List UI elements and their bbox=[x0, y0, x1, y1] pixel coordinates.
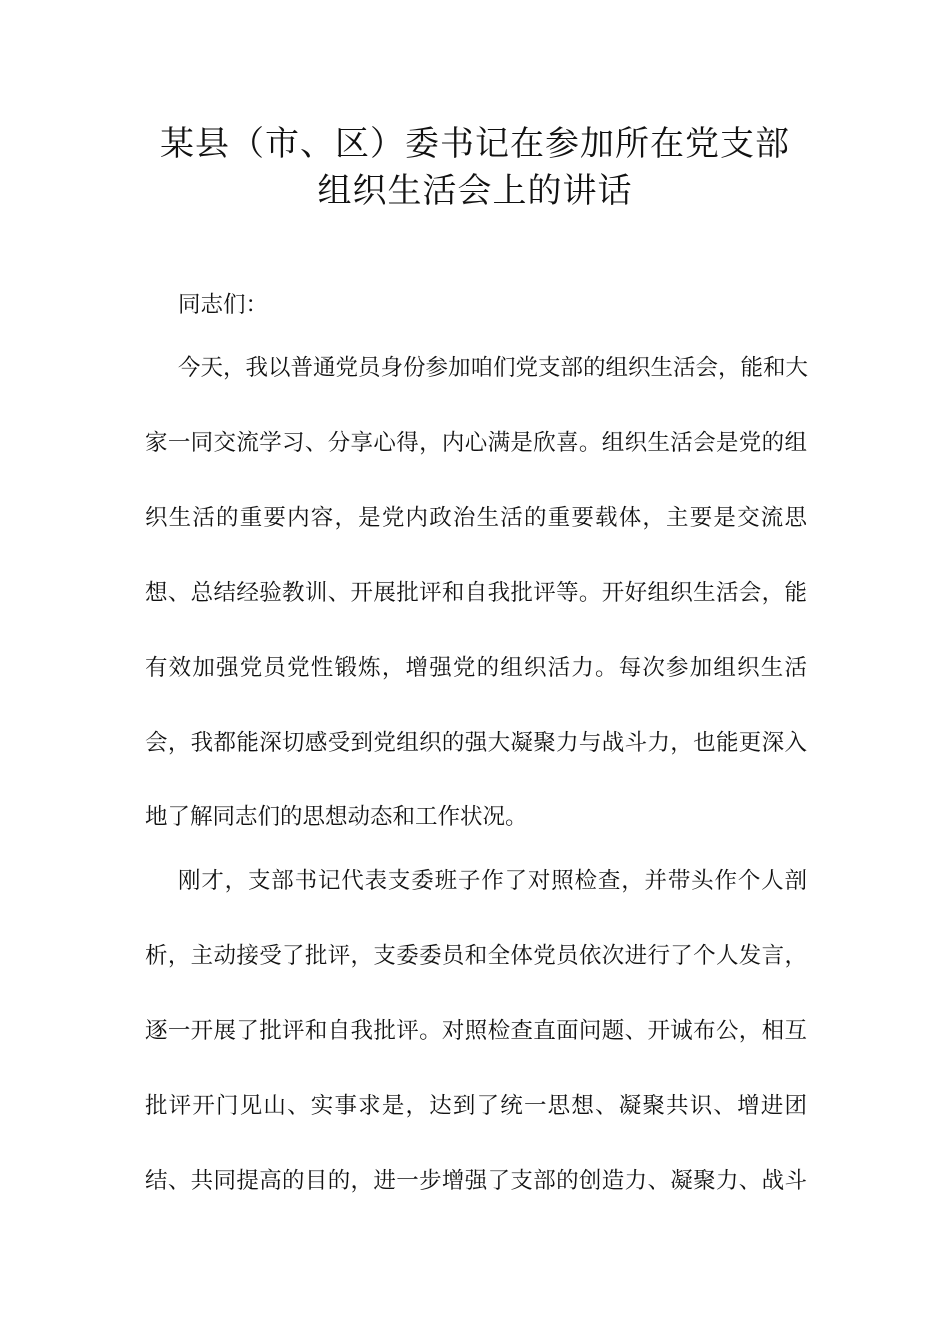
paragraph-line: 批评开门见山、实事求是，达到了统一思想、凝聚共识、增进团 bbox=[145, 1093, 807, 1119]
paragraph-line: 逐一开展了批评和自我批评。对照检查直面问题、开诚布公，相互 bbox=[145, 1018, 807, 1044]
paragraph-line: 有效加强党员党性锻炼，增强党的组织活力。每次参加组织生活 bbox=[145, 655, 807, 681]
paragraph-line: 今天，我以普通党员身份参加咱们党支部的组织生活会，能和大 bbox=[178, 355, 809, 381]
paragraph-line: 会，我都能深切感受到党组织的强大凝聚力与战斗力，也能更深入 bbox=[145, 730, 807, 756]
salutation: 同志们： bbox=[178, 292, 269, 318]
paragraph-line: 刚才，支部书记代表支委班子作了对照检查，并带头作个人剖 bbox=[178, 868, 807, 894]
paragraph-line: 析，主动接受了批评，支委委员和全体党员依次进行了个人发言， bbox=[145, 943, 807, 969]
document-title-line-2: 组织生活会上的讲话 bbox=[317, 171, 633, 211]
paragraph-line: 想、总结经验教训、开展批评和自我批评等。开好组织生活会，能 bbox=[145, 580, 807, 606]
paragraph-line: 家一同交流学习、分享心得，内心满是欣喜。组织生活会是党的组 bbox=[145, 430, 807, 456]
paragraph-line: 结、共同提高的目的，进一步增强了支部的创造力、凝聚力、战斗 bbox=[145, 1168, 807, 1194]
document-title-line-1: 某县（市、区）委书记在参加所在党支部 bbox=[160, 124, 790, 164]
paragraph-line: 地了解同志们的思想动态和工作状况。 bbox=[145, 804, 528, 830]
paragraph-line: 织生活的重要内容，是党内政治生活的重要载体，主要是交流思 bbox=[145, 505, 807, 531]
